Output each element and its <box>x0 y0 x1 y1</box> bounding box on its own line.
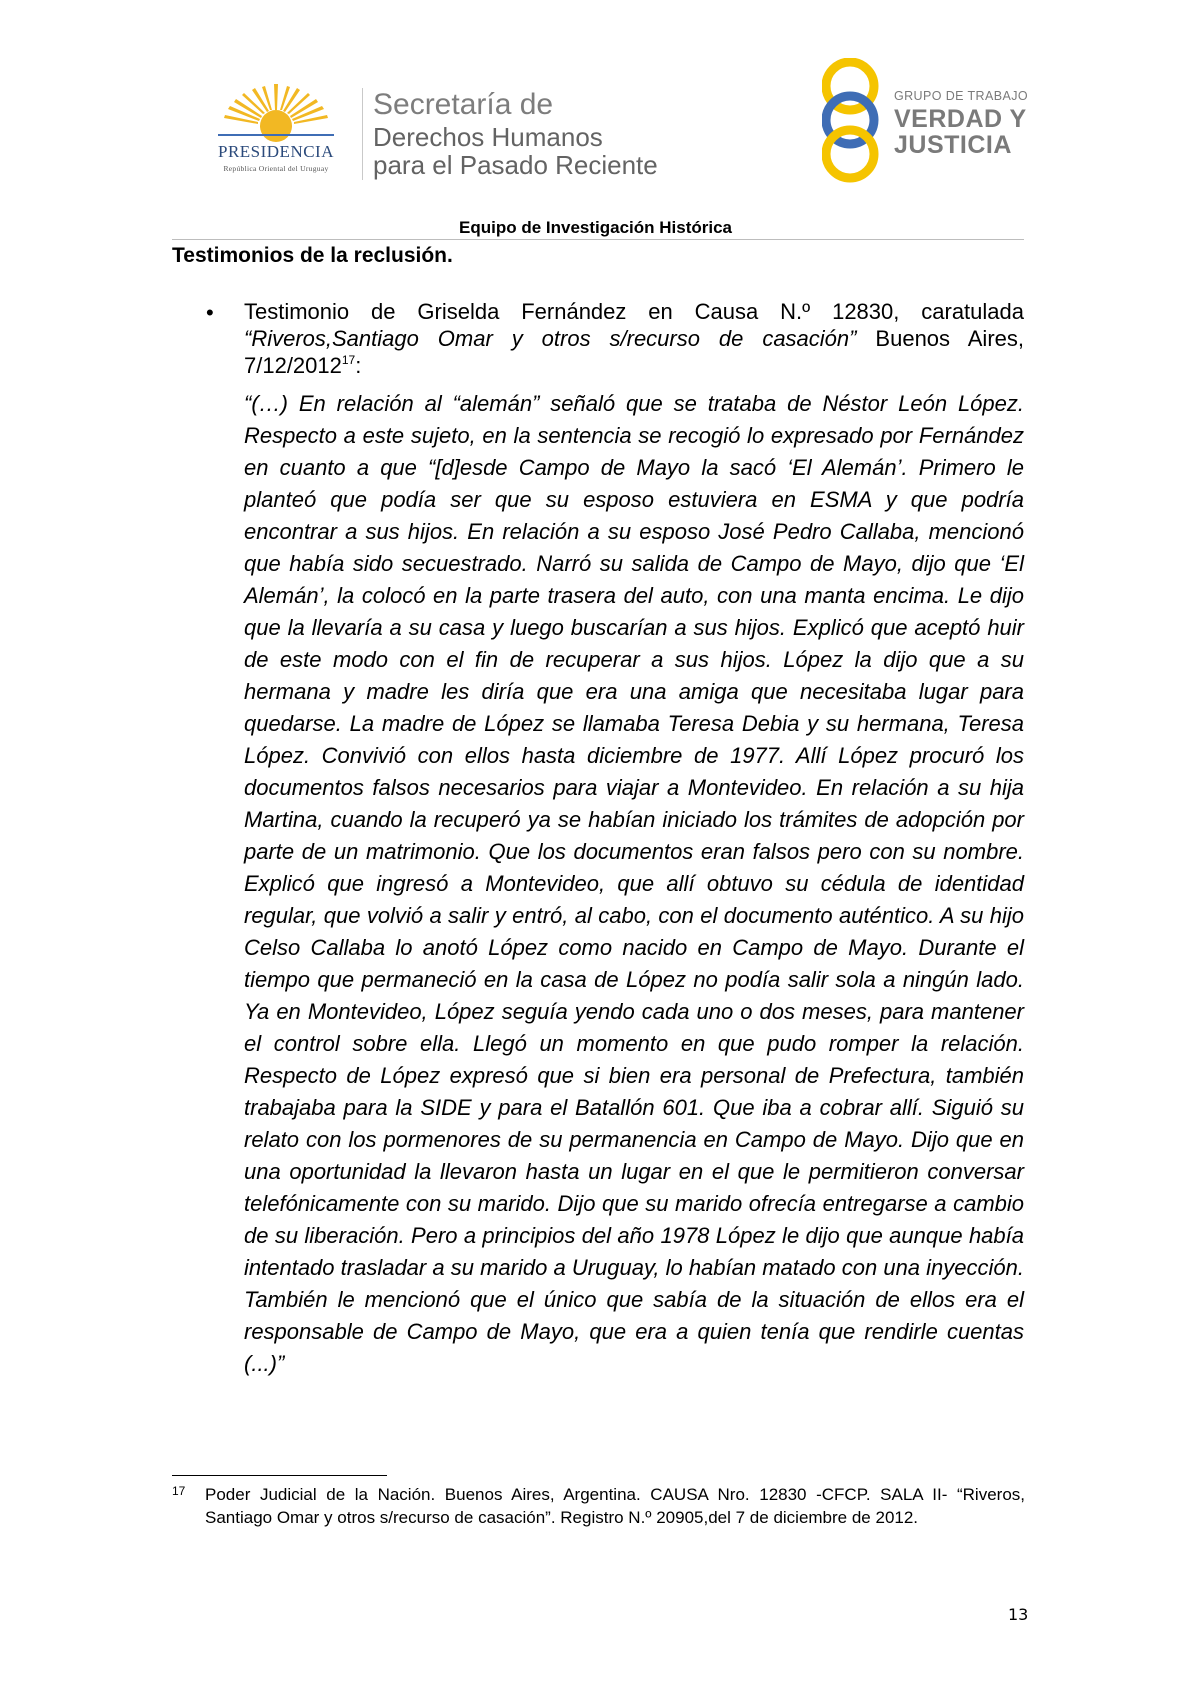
footnote-reference[interactable]: 17 <box>341 353 356 367</box>
presidencia-label: PRESIDENCIA <box>217 142 334 161</box>
footnote-text: Poder Judicial de la Nación. Buenos Aires, Argentina. CAUSA Nro. 12830 -CFCP. SALA II- “Riveros, Santiago Omar y otros s/recurso de casación”. Registro N.º 20905,del 7 de diciembre de 2012. <box>205 1485 1025 1527</box>
section-title: Testimonios de la reclusión. <box>172 244 453 267</box>
bullet-icon: • <box>206 300 214 325</box>
vyj-line-1: VERDAD Y <box>894 104 1027 133</box>
secretaria-logo <box>373 90 658 180</box>
secretaria-line-1: Secretaría de <box>373 88 554 121</box>
vyj-small-label: GRUPO DE TRABAJO <box>894 89 1028 103</box>
sun-emblem-icon <box>196 82 356 144</box>
header-rule <box>172 239 1024 240</box>
testimony-quote: “(…) En relación al “alemán” señaló que se trataba de Néstor León López. Respecto a este sujeto, en la sentencia se recogió lo expresado por Fernández en cuanto a que “[d]esde Campo de Mayo la sacó ‘El Alemán’. Primero le planteó que podía ser que su esposo estuviera en ESMA y que podría encontrar a sus hijos. En relación a su esposo José Pedro Callaba, mencionó que había sido secuestrado. Narró su salida de Campo de Mayo, dijo que ‘El Alemán’, la colocó en la parte trasera del auto, con una manta encima. Le dijo que la llevaría a su casa y luego buscarían a sus hijos. Explicó que aceptó huir de este modo con el fin de recuperar a sus hijos. López la dijo que a su hermana y madre les diría que era una amiga que necesitaba lugar para quedarse. La madre de López se llamaba Teresa Debia y su hermana, Teresa López. Convivió con ellos hasta diciembre de 1977. Allí López procuró los documentos falsos necesarios para viajar a Montevideo. En relación a su hija Martina, cuando la recuperó ya se habían iniciado los trámites de adopción por parte de un matrimonio. Que los documentos eran falsos pero con su nombre. Explicó que ingresó a Montevideo, que allí obtuvo su cédula de identidad regular, que volvió a salir y entró, al cabo, con el documento auténtico. A su hijo Celso Callaba lo anotó López como nacido en Campo de Mayo. Durante el tiempo que permaneció en la casa de López no podía salir sola a ningún lado. Ya en Montevideo, López seguía yendo cada uno o dos meses, para mantener el control sobre ella. Llegó un momento en que pudo romper la relación. Respecto de López expresó que si bien era personal de Prefectura, también trabajaba para la SIDE y para el Batallón 601. Que iba a cobrar allí. Siguió su relato con los pormenores de su permanencia en Campo de Mayo. Dijo que en una oportunidad la llevaron hasta un lugar en el que le permitieron conversar telefónicamente con su marido. Dijo que su marido ofrecía entregarse a cambio de su liberación. Pero a principios del año 1978 López le dijo que aunque había intentado trasladar a su marido a Uruguay, lo habían matado con una inyección. También le mencionó que el único que sabía de la situación de ellos era el responsable de Campo de Mayo, que era a quien tenía que rendirle cuentas (...)” <box>244 391 1024 1376</box>
team-heading: Equipo de Investigación Histórica <box>459 218 732 237</box>
presidencia-logo <box>196 82 356 182</box>
intro-colon: : <box>355 353 362 378</box>
header-divider <box>362 88 363 180</box>
intro-text-2: Buenos Aires, 7/12/2012 <box>244 326 1024 378</box>
intro-text-1: Testimonio de Griselda Fernández en Causa N.º 12830, caratulada <box>244 299 1024 324</box>
presidencia-subtitle: República Oriental del Uruguay <box>223 164 329 173</box>
secretaria-line-2: Derechos Humanos <box>373 122 603 152</box>
testimony-intro <box>244 298 1024 379</box>
footnote-number: 17 <box>172 1484 186 1498</box>
secretaria-line-3: para el Pasado Reciente <box>373 150 658 180</box>
intro-case-title: “Riveros,Santiago Omar y otros s/recurso de casación” <box>244 326 857 351</box>
vyj-line-2: JUSTICIA <box>894 130 1012 159</box>
verdad-justicia-logo-text <box>894 90 1028 159</box>
footnote-rule <box>172 1475 387 1476</box>
page-number: 13 <box>1008 1605 1029 1624</box>
